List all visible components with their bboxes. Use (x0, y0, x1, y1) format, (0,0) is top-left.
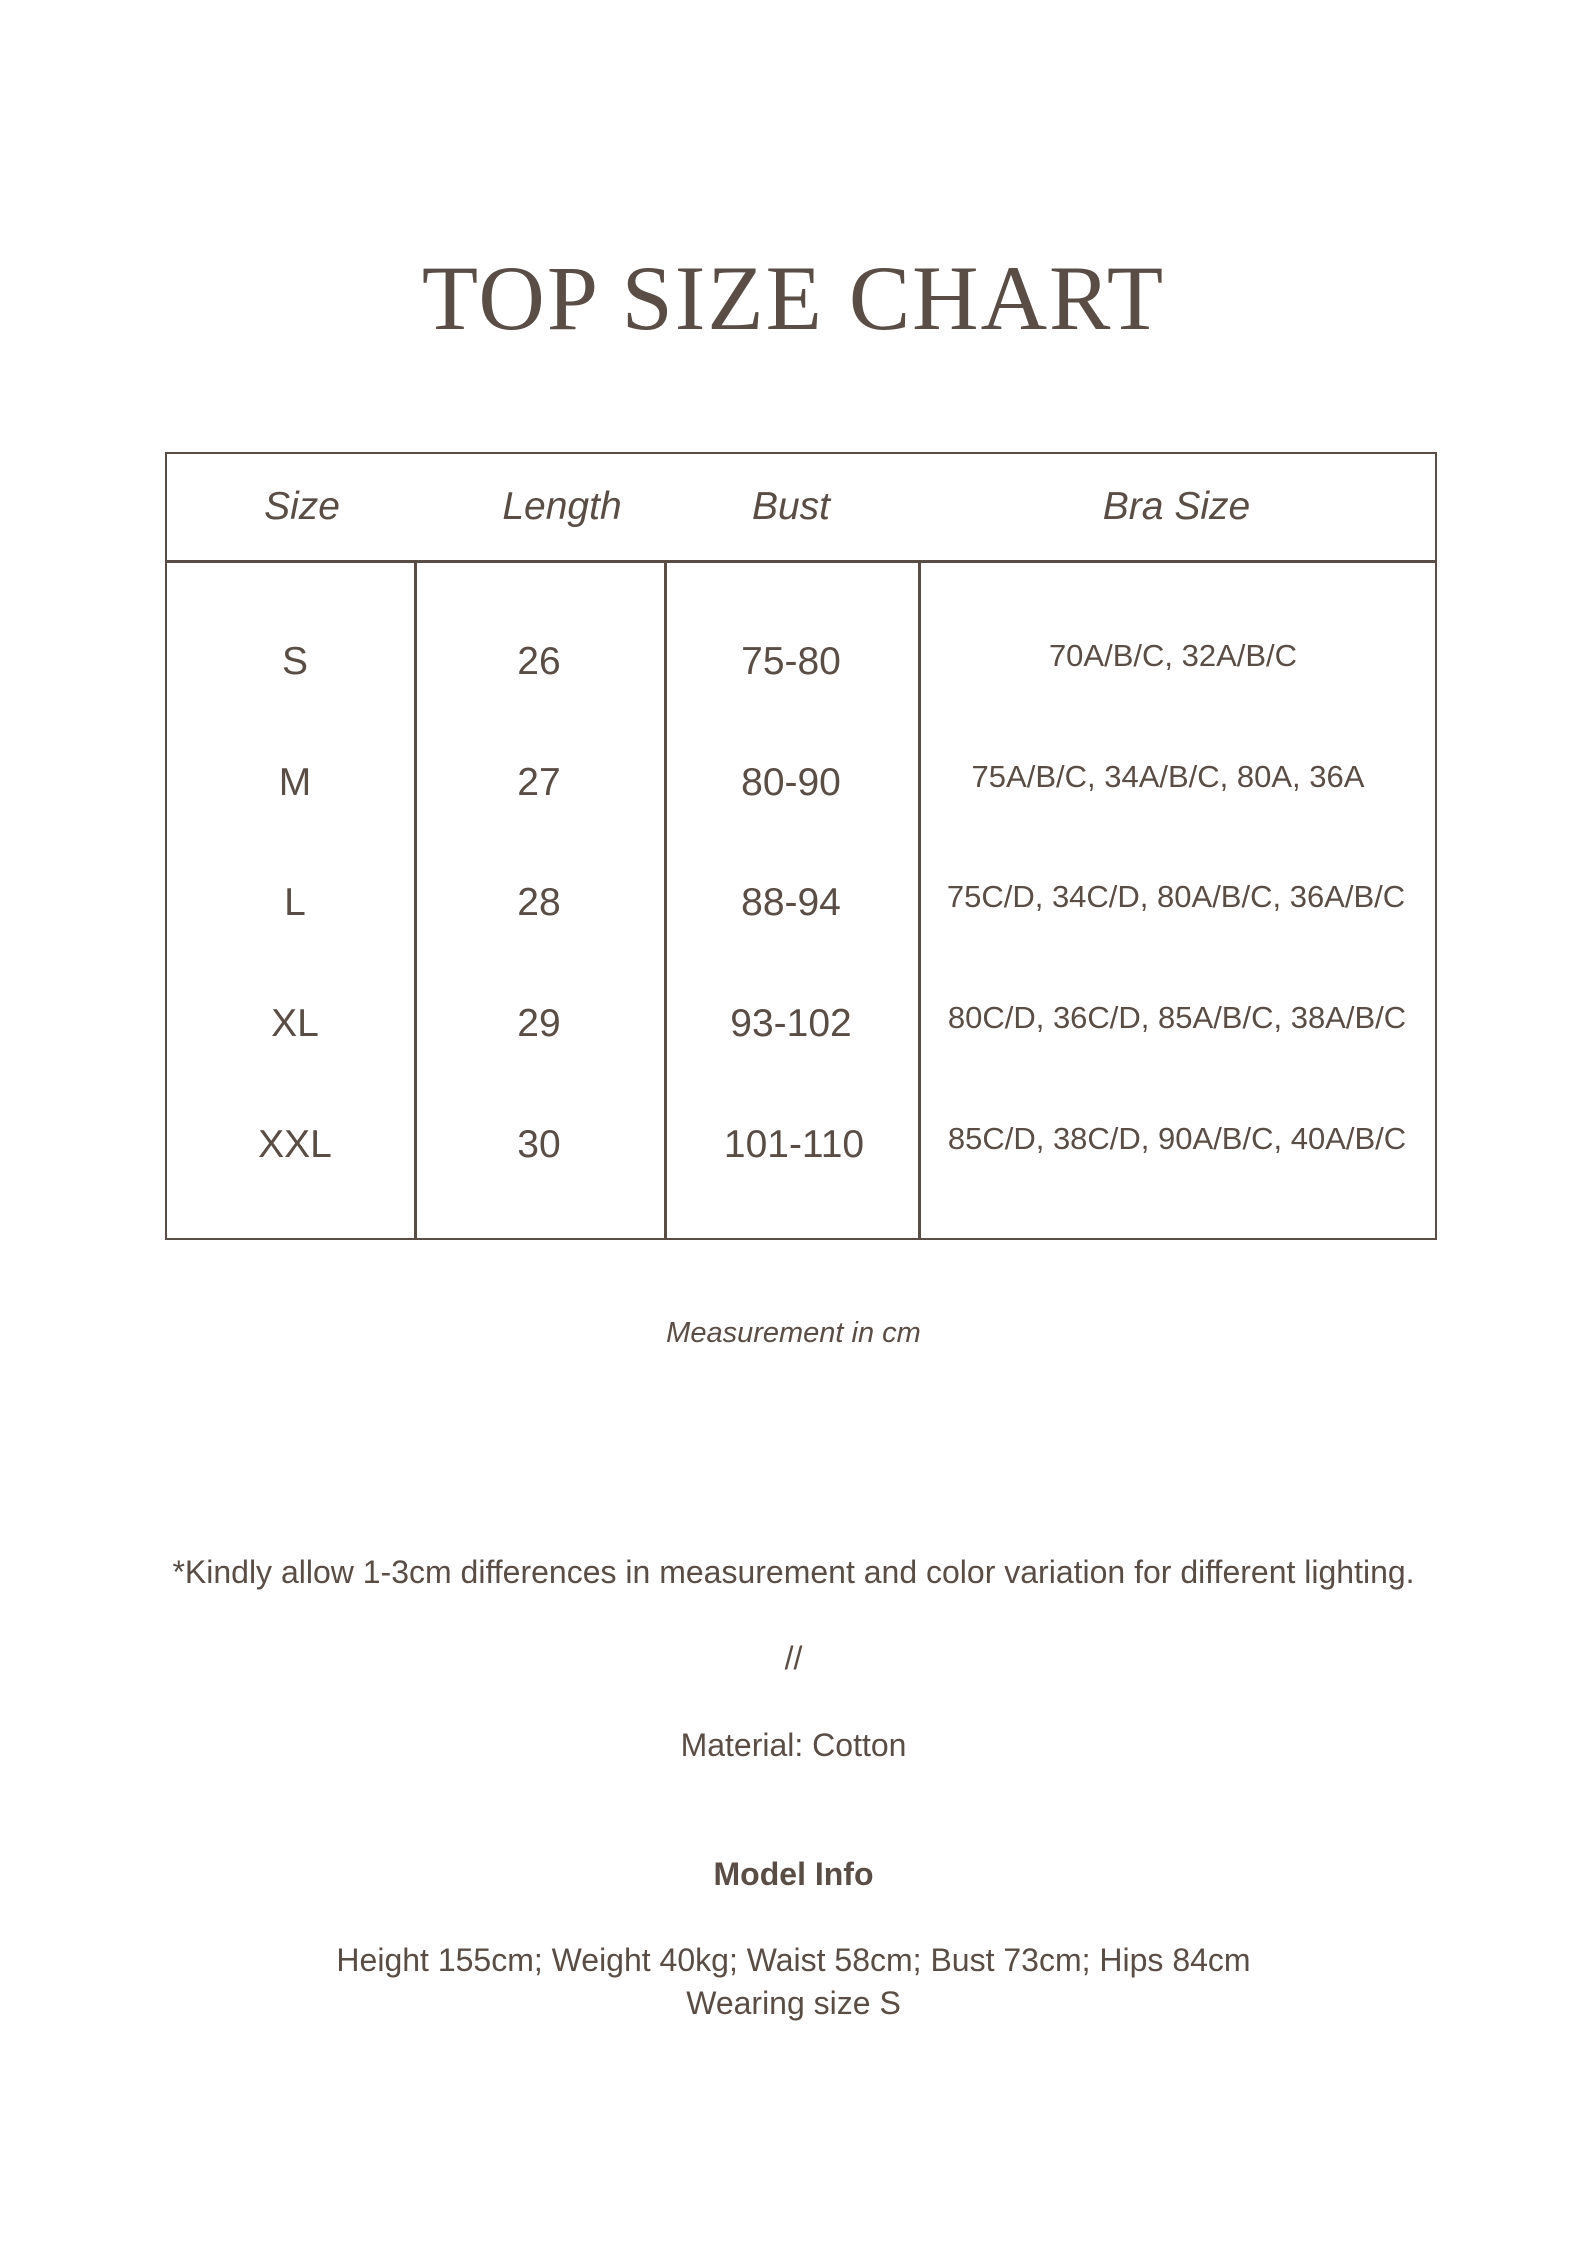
cell-bust: 88-94 (741, 881, 841, 924)
model-info-heading: Model Info (713, 1856, 874, 1892)
cell-bust: 101-110 (723, 1123, 865, 1166)
material-text: Material: Cotton (680, 1727, 907, 1763)
header-bra-size: Bra Size (1102, 485, 1251, 528)
cell-bust: 93-102 (730, 1002, 852, 1045)
model-stats-text: Height 155cm; Weight 40kg; Waist 58cm; Bust 73cm; Hips 84cm (336, 1942, 1251, 1978)
cell-size: L (284, 881, 306, 924)
cell-bra-size: 70A/B/C, 32A/B/C (1048, 638, 1298, 673)
cell-bra-size: 75C/D, 34C/D, 80A/B/C, 36A/B/C (946, 879, 1406, 914)
cell-bra-size: 75A/B/C, 34A/B/C, 80A, 36A (971, 759, 1365, 794)
cell-bra-size: 85C/D, 38C/D, 90A/B/C, 40A/B/C (947, 1121, 1407, 1156)
cell-bra-size: 80C/D, 36C/D, 85A/B/C, 38A/B/C (947, 1000, 1407, 1035)
separator: // (784, 1640, 803, 1676)
cell-length: 30 (517, 1123, 561, 1166)
cell-size: S (281, 640, 308, 683)
cell-length: 27 (517, 761, 561, 804)
header-length: Length (502, 485, 622, 528)
measurement-note: Measurement in cm (666, 1317, 921, 1349)
disclaimer-text: *Kindly allow 1-3cm differences in measurement and color variation for different lighting. (172, 1554, 1415, 1590)
size-table (165, 452, 1437, 1240)
page-title: TOP SIZE CHART (421, 247, 1166, 349)
cell-bust: 80-90 (741, 761, 841, 804)
model-wearing-text: Wearing size S (686, 1985, 901, 2021)
header-size: Size (264, 485, 340, 528)
cell-size: M (278, 761, 312, 804)
header-divider (167, 560, 1435, 563)
cell-size: XL (271, 1002, 319, 1045)
cell-length: 28 (517, 881, 561, 924)
header-bust: Bust (751, 485, 831, 528)
cell-bust: 75-80 (741, 640, 841, 683)
cell-size: XXL (258, 1123, 332, 1166)
cell-length: 29 (517, 1002, 561, 1045)
cell-length: 26 (517, 640, 561, 683)
